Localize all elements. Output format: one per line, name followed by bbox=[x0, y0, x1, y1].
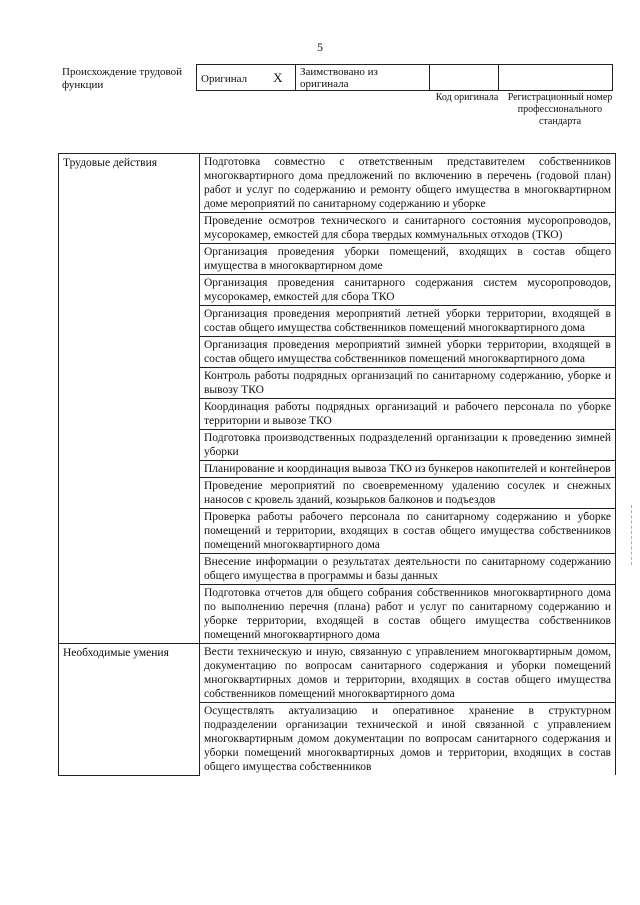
action-item: Организация проведения мероприятий летней уборки территории, входящей в состав общего имущества собственников помещений многоквартирного дома bbox=[200, 306, 616, 337]
action-item: Подготовка отчетов для общего собрания собственников многоквартирного дома по выполнению перечня (плана) работ и услуг по санитарному содержанию и уборке территории, входящей в состав общего имущества собственников помещений многоквартирного дома bbox=[200, 585, 616, 644]
action-item: Организация проведения санитарного содержания систем мусоропроводов, мусорокамер, емкостей для сбора ТКО bbox=[200, 275, 616, 306]
table-row bbox=[59, 644, 616, 703]
action-item: Внесение информации о результатах деятельности по санитарному содержанию общего имущества в программы и базы данных bbox=[200, 554, 616, 585]
scan-edge-mark bbox=[631, 505, 634, 565]
code-caption: Код оригинала bbox=[435, 92, 499, 103]
labor-function-table bbox=[58, 153, 616, 776]
reg-caption: Регистрационный номер профессионального стандарта bbox=[507, 92, 613, 127]
original-label: Оригинал bbox=[201, 72, 248, 85]
page-number: 5 bbox=[317, 40, 323, 54]
action-item: Планирование и координация вывоза ТКО из бункеров накопителей и контейнеров bbox=[200, 461, 616, 478]
original-cell bbox=[197, 65, 296, 91]
action-item: Координация работы подрядных организаций и рабочего персонала по уборке территории и вывозе ТКО bbox=[200, 399, 616, 430]
action-item: Проведение осмотров технического и санитарного состояния мусоропроводов, мусорокамер, емкостей для сбора твердых коммунальных отходов (ТКО) bbox=[200, 213, 616, 244]
original-mark: X bbox=[273, 69, 283, 85]
skill-item: Осуществлять актуализацию и оперативное хранение в структурном подразделении организации технической и иной связанной с управлением многоквартирным домом документации по вопросам санитарного содержания и уборки помещений многоквартирных домов и территории, входящих в состав общего имущества собственников bbox=[200, 703, 616, 776]
reg-number-cell bbox=[499, 65, 613, 91]
section-label-skills: Необходимые умения bbox=[59, 644, 200, 776]
origin-label: Происхождение трудовой функции bbox=[62, 66, 183, 91]
borrowed-cell: Заимствовано из оригинала bbox=[296, 65, 430, 91]
action-item: Организация проведения уборки помещений, входящих в состав общего имущества в многоквартирном доме bbox=[200, 244, 616, 275]
action-item: Подготовка производственных подразделений организации к проведению зимней уборки bbox=[200, 430, 616, 461]
action-item: Подготовка совместно с ответственным представителем собственников многоквартирного дома предложений по включению в перечень (годовой план) работ и услуг по содержанию и ремонту общего имущества в многоквартирном доме мероприятий по санитарному содержанию и уборке bbox=[200, 154, 616, 213]
table-row bbox=[59, 154, 616, 213]
action-item: Контроль работы подрядных организаций по санитарному содержанию, уборке и вывозу ТКО bbox=[200, 368, 616, 399]
skill-item: Вести техническую и иную, связанную с управлением многоквартирным домом, документацию по вопросам санитарного содержания и уборки помещений многоквартирных домов и территории, входящих в состав общего имущества собственников помещений многоквартирного дома bbox=[200, 644, 616, 703]
code-cell bbox=[430, 65, 499, 91]
section-label-actions: Трудовые действия bbox=[59, 154, 200, 644]
action-item: Проведение мероприятий по своевременному удалению сосулек и снежных наносов с кровель зданий, козырьков балконов и подъездов bbox=[200, 478, 616, 509]
action-item: Проверка работы рабочего персонала по санитарному содержанию и уборке помещений и территории, входящих в состав общего имущества собственников помещений многоквартирного дома bbox=[200, 509, 616, 554]
action-item: Организация проведения мероприятий зимней уборки территории, входящей в состав общего имущества собственников помещений многоквартирного дома bbox=[200, 337, 616, 368]
origin-table bbox=[196, 64, 613, 91]
